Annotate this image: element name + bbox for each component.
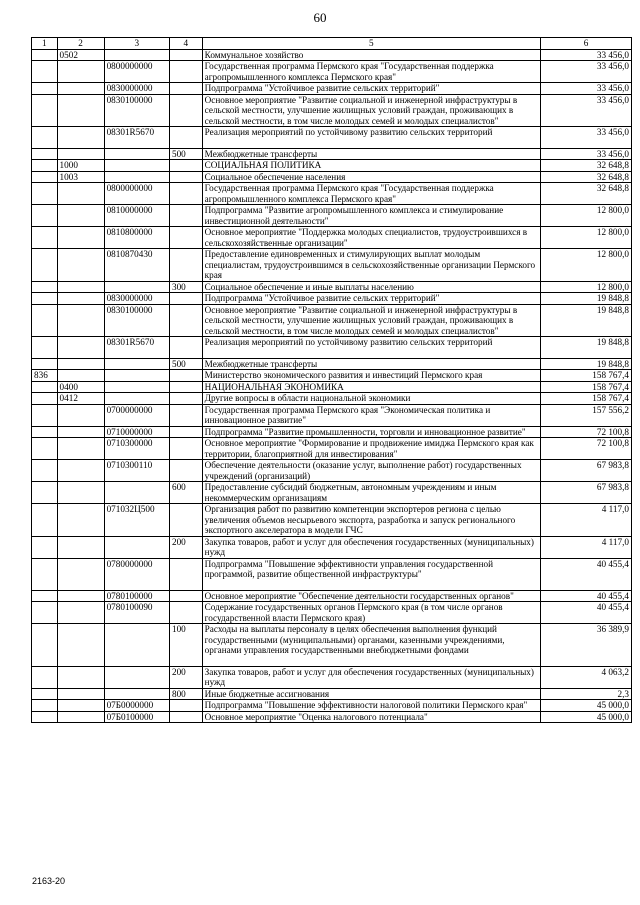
ministry-code-cell [32, 83, 58, 95]
table-row [32, 281, 632, 293]
ministry-code-cell [32, 49, 58, 61]
section-code-cell [57, 293, 104, 305]
target-article-cell: 0710300110 [104, 460, 169, 482]
table-row [32, 227, 632, 249]
amount-cell: 33 456,0 [541, 148, 632, 160]
target-article-cell: 0800000000 [104, 61, 169, 83]
description-cell: Социальное обеспечение населения [202, 171, 540, 183]
table-row [32, 304, 632, 337]
target-article-cell [104, 358, 169, 370]
section-code-cell [57, 666, 104, 688]
ministry-code-cell [32, 127, 58, 149]
amount-cell: 72 100,8 [541, 426, 632, 438]
target-article-cell: 0710300000 [104, 438, 169, 460]
section-code-cell [57, 590, 104, 602]
amount-cell: 4 117,0 [541, 536, 632, 558]
target-article-cell: 0830100000 [104, 304, 169, 337]
target-article-cell [104, 148, 169, 160]
amount-cell: 40 455,4 [541, 602, 632, 624]
section-code-cell [57, 148, 104, 160]
table-row [32, 393, 632, 405]
expense-type-cell [169, 293, 202, 305]
description-cell: Иные бюджетные ассигнования [202, 688, 540, 700]
section-code-cell [57, 482, 104, 504]
section-code-cell [57, 337, 104, 359]
description-cell: Государственная программа Пермского края "Государственная поддержка агропромышленного комплекса Пермского края" [202, 61, 540, 83]
table-row [32, 482, 632, 504]
ministry-code-cell [32, 94, 58, 127]
description-cell: Основное мероприятие "Поддержка молодых специалистов, трудоустроившихся в сельскохозяйственные организации" [202, 227, 540, 249]
ministry-code-cell [32, 171, 58, 183]
page-number: 60 [313, 10, 327, 25]
target-article-cell [104, 281, 169, 293]
target-article-cell [104, 393, 169, 405]
expense-type-cell [169, 304, 202, 337]
target-article-cell: 071032Ц500 [104, 504, 169, 537]
section-code-cell [57, 304, 104, 337]
table-row [32, 127, 632, 149]
expense-type-cell [169, 61, 202, 83]
target-article-cell [104, 49, 169, 61]
expense-type-cell: 200 [169, 536, 202, 558]
expense-type-cell [169, 227, 202, 249]
description-cell: Государственная программа Пермского края "Государственная поддержка агропромышленного комплекса Пермского края" [202, 183, 540, 205]
table-row [32, 171, 632, 183]
ministry-code-cell [32, 358, 58, 370]
description-cell: Предоставление единовременных и стимулирующих выплат молодым специалистам, трудоустроившимся в сельскохозяйственные организации Пермского края [202, 249, 540, 282]
section-code-cell [57, 426, 104, 438]
amount-cell: 36 389,9 [541, 624, 632, 667]
table-row [32, 293, 632, 305]
amount-cell: 33 456,0 [541, 61, 632, 83]
target-article-cell [104, 688, 169, 700]
target-article-cell: 0710000000 [104, 426, 169, 438]
ministry-code-cell [32, 281, 58, 293]
expense-type-cell: 500 [169, 148, 202, 160]
target-article-cell: 07Б0100000 [104, 711, 169, 723]
section-code-cell: 1000 [57, 160, 104, 172]
ministry-code-cell [32, 183, 58, 205]
expense-type-cell [169, 205, 202, 227]
description-cell: Подпрограмма "Повышение эффективности управления государственной программой, развитие общественной инфраструктуры" [202, 558, 540, 590]
header-cell-4: 4 [169, 38, 202, 50]
section-code-cell [57, 536, 104, 558]
table-row [32, 602, 632, 624]
description-cell: Подпрограмма "Повышение эффективности налоговой политики Пермского края" [202, 700, 540, 712]
table-row [32, 205, 632, 227]
expense-type-cell [169, 160, 202, 172]
expense-type-cell: 300 [169, 281, 202, 293]
target-article-cell: 08301R5670 [104, 127, 169, 149]
target-article-cell [104, 381, 169, 393]
footer-code: 2163-20 [32, 876, 66, 886]
ministry-code-cell [32, 337, 58, 359]
description-cell: Социальное обеспечение и иные выплаты населению [202, 281, 540, 293]
table-row [32, 381, 632, 393]
target-article-cell [104, 160, 169, 172]
amount-cell: 4 063,2 [541, 666, 632, 688]
amount-cell: 158 767,4 [541, 393, 632, 405]
table-row [32, 536, 632, 558]
section-code-cell [57, 94, 104, 127]
target-article-cell [104, 370, 169, 382]
target-article-cell: 0810800000 [104, 227, 169, 249]
table-row [32, 438, 632, 460]
description-cell: Основное мероприятие "Формирование и продвижение имиджа Пермского края как территории, благоприятной для инвестирования" [202, 438, 540, 460]
amount-cell: 2,3 [541, 688, 632, 700]
section-code-cell: 1003 [57, 171, 104, 183]
section-code-cell [57, 370, 104, 382]
description-cell: Обеспечение деятельности (оказание услуг, выполнение работ) государственных учреждений (организаций) [202, 460, 540, 482]
ministry-code-cell [32, 438, 58, 460]
amount-cell: 67 983,8 [541, 482, 632, 504]
amount-cell: 33 456,0 [541, 94, 632, 127]
description-cell: Основное мероприятие "Обеспечение деятельности государственных органов" [202, 590, 540, 602]
table-row [32, 624, 632, 667]
table-row [32, 504, 632, 537]
section-code-cell [57, 700, 104, 712]
amount-cell: 12 800,0 [541, 205, 632, 227]
target-article-cell [104, 171, 169, 183]
table-row [32, 183, 632, 205]
target-article-cell [104, 536, 169, 558]
expense-type-cell [169, 393, 202, 405]
ministry-code-cell [32, 460, 58, 482]
table-row [32, 460, 632, 482]
description-cell: Основное мероприятие "Оценка налогового потенциала" [202, 711, 540, 723]
table-row [32, 49, 632, 61]
expense-type-cell [169, 183, 202, 205]
section-code-cell: 0400 [57, 381, 104, 393]
ministry-code-cell [32, 227, 58, 249]
target-article-cell: 0780000000 [104, 558, 169, 590]
table-row [32, 688, 632, 700]
header-cell-3: 3 [104, 38, 169, 50]
expense-type-cell [169, 426, 202, 438]
table-row [32, 337, 632, 359]
amount-cell: 32 648,8 [541, 160, 632, 172]
ministry-code-cell [32, 148, 58, 160]
table-row [32, 94, 632, 127]
description-cell: Другие вопросы в области национальной экономики [202, 393, 540, 405]
description-cell: Реализация мероприятий по устойчивому развитию сельских территорий [202, 127, 540, 149]
header-cell-6: 6 [541, 38, 632, 50]
description-cell: Содержание государственных органов Пермского края (в том числе органов государственной власти Пермского края) [202, 602, 540, 624]
description-cell: Основное мероприятие "Развитие социальной и инженерной инфраструктуры в сельской местности, улучшение жилищных условий граждан, проживающих в сельской местности, в том числе молодых семей и молодых специалистов" [202, 94, 540, 127]
table-row [32, 558, 632, 590]
amount-cell: 19 848,8 [541, 304, 632, 337]
ministry-code-cell [32, 482, 58, 504]
expense-type-cell: 800 [169, 688, 202, 700]
table-row [32, 83, 632, 95]
header-cell-5: 5 [202, 38, 540, 50]
target-article-cell: 0700000000 [104, 404, 169, 426]
expense-type-cell [169, 83, 202, 95]
expense-type-cell [169, 700, 202, 712]
table-row [32, 711, 632, 723]
expense-type-cell [169, 337, 202, 359]
amount-cell: 12 800,0 [541, 227, 632, 249]
table-row [32, 666, 632, 688]
ministry-code-cell [32, 558, 58, 590]
header-cell-2: 2 [57, 38, 104, 50]
section-code-cell [57, 688, 104, 700]
ministry-code-cell [32, 590, 58, 602]
table-row [32, 590, 632, 602]
expense-type-cell [169, 94, 202, 127]
section-code-cell [57, 438, 104, 460]
description-cell: Предоставление субсидий бюджетным, автономным учреждениям и иным некоммерческим организациям [202, 482, 540, 504]
description-cell: Подпрограмма "Устойчивое развитие сельских территорий" [202, 293, 540, 305]
ministry-code-cell [32, 711, 58, 723]
description-cell: Подпрограмма "Развитие промышленности, торговли и инновационное развитие" [202, 426, 540, 438]
target-article-cell [104, 482, 169, 504]
section-code-cell [57, 205, 104, 227]
ministry-code-cell [32, 160, 58, 172]
ministry-code-cell [32, 393, 58, 405]
ministry-code-cell [32, 666, 58, 688]
description-cell: Коммунальное хозяйство [202, 49, 540, 61]
section-code-cell [57, 711, 104, 723]
amount-cell: 40 455,4 [541, 558, 632, 590]
target-article-cell [104, 666, 169, 688]
section-code-cell [57, 183, 104, 205]
section-code-cell [57, 358, 104, 370]
description-cell: НАЦИОНАЛЬНАЯ ЭКОНОМИКА [202, 381, 540, 393]
ministry-code-cell: 836 [32, 370, 58, 382]
table-row [32, 404, 632, 426]
description-cell: Межбюджетные трансферты [202, 358, 540, 370]
target-article-cell [104, 624, 169, 667]
ministry-code-cell [32, 249, 58, 282]
ministry-code-cell [32, 61, 58, 83]
amount-cell: 67 983,8 [541, 460, 632, 482]
amount-cell: 12 800,0 [541, 249, 632, 282]
amount-cell: 19 848,8 [541, 337, 632, 359]
amount-cell: 33 456,0 [541, 83, 632, 95]
section-code-cell [57, 460, 104, 482]
ministry-code-cell [32, 381, 58, 393]
expense-type-cell [169, 404, 202, 426]
expense-type-cell: 100 [169, 624, 202, 667]
expense-type-cell [169, 558, 202, 590]
amount-cell: 33 456,0 [541, 49, 632, 61]
expense-type-cell [169, 711, 202, 723]
section-code-cell [57, 404, 104, 426]
table-row [32, 160, 632, 172]
description-cell: Государственная программа Пермского края "Экономическая политика и инновационное развитие" [202, 404, 540, 426]
amount-cell: 158 767,4 [541, 370, 632, 382]
section-code-cell [57, 281, 104, 293]
section-code-cell [57, 127, 104, 149]
expense-type-cell [169, 460, 202, 482]
section-code-cell [57, 83, 104, 95]
target-article-cell: 0830000000 [104, 293, 169, 305]
amount-cell: 157 556,2 [541, 404, 632, 426]
ministry-code-cell [32, 293, 58, 305]
amount-cell: 4 117,0 [541, 504, 632, 537]
table-body [32, 49, 632, 723]
section-code-cell [57, 602, 104, 624]
ministry-code-cell [32, 624, 58, 667]
ministry-code-cell [32, 602, 58, 624]
ministry-code-cell [32, 536, 58, 558]
ministry-code-cell [32, 426, 58, 438]
table-header-row [32, 38, 632, 50]
expense-type-cell [169, 438, 202, 460]
expense-type-cell [169, 381, 202, 393]
amount-cell: 158 767,4 [541, 381, 632, 393]
section-code-cell: 0412 [57, 393, 104, 405]
table-row [32, 370, 632, 382]
table-row [32, 700, 632, 712]
description-cell: Министерство экономического развития и инвестиций Пермского края [202, 370, 540, 382]
section-code-cell [57, 61, 104, 83]
target-article-cell: 0810000000 [104, 205, 169, 227]
ministry-code-cell [32, 404, 58, 426]
amount-cell: 19 848,8 [541, 293, 632, 305]
table-row [32, 61, 632, 83]
amount-cell: 45 000,0 [541, 700, 632, 712]
expense-type-cell [169, 49, 202, 61]
ministry-code-cell [32, 700, 58, 712]
section-code-cell [57, 504, 104, 537]
target-article-cell: 0780100090 [104, 602, 169, 624]
description-cell: Основное мероприятие "Развитие социальной и инженерной инфраструктуры в сельской местности, улучшение жилищных условий граждан, проживающих в сельской местности, в том числе молодых семей и молодых специалистов" [202, 304, 540, 337]
description-cell: СОЦИАЛЬНАЯ ПОЛИТИКА [202, 160, 540, 172]
description-cell: Подпрограмма "Развитие агропромышленного комплекса и стимулирование инвестиционной деятельности" [202, 205, 540, 227]
target-article-cell: 0830100000 [104, 94, 169, 127]
section-code-cell [57, 249, 104, 282]
target-article-cell: 0780100000 [104, 590, 169, 602]
expense-type-cell [169, 602, 202, 624]
budget-table [31, 37, 632, 723]
table-row [32, 249, 632, 282]
ministry-code-cell [32, 504, 58, 537]
table-row [32, 148, 632, 160]
description-cell: Подпрограмма "Устойчивое развитие сельских территорий" [202, 83, 540, 95]
expense-type-cell [169, 127, 202, 149]
description-cell: Межбюджетные трансферты [202, 148, 540, 160]
amount-cell: 72 100,8 [541, 438, 632, 460]
description-cell: Закупка товаров, работ и услуг для обеспечения государственных (муниципальных) нужд [202, 536, 540, 558]
expense-type-cell: 500 [169, 358, 202, 370]
amount-cell: 12 800,0 [541, 281, 632, 293]
target-article-cell: 0800000000 [104, 183, 169, 205]
description-cell: Закупка товаров, работ и услуг для обеспечения государственных (муниципальных) нужд [202, 666, 540, 688]
expense-type-cell [169, 370, 202, 382]
amount-cell: 33 456,0 [541, 127, 632, 149]
description-cell: Расходы на выплаты персоналу в целях обеспечения выполнения функций государственными (муниципальными) органами, казенными учреждениями, органами управления государственными внебюджетными фондами [202, 624, 540, 667]
target-article-cell: 08301R5670 [104, 337, 169, 359]
expense-type-cell: 200 [169, 666, 202, 688]
ministry-code-cell [32, 304, 58, 337]
description-cell: Организация работ по развитию компетенции экспортеров региона с целью увеличения объемов несырьевого экспорта, разработка и запуск регионального экспортного акселератора в модели ГЧС [202, 504, 540, 537]
ministry-code-cell [32, 205, 58, 227]
table-row [32, 358, 632, 370]
amount-cell: 19 848,8 [541, 358, 632, 370]
expense-type-cell: 600 [169, 482, 202, 504]
section-code-cell [57, 624, 104, 667]
amount-cell: 32 648,8 [541, 183, 632, 205]
description-cell: Реализация мероприятий по устойчивому развитию сельских территорий [202, 337, 540, 359]
amount-cell: 40 455,4 [541, 590, 632, 602]
section-code-cell: 0502 [57, 49, 104, 61]
ministry-code-cell [32, 688, 58, 700]
table-row [32, 426, 632, 438]
target-article-cell: 07Б0000000 [104, 700, 169, 712]
expense-type-cell [169, 171, 202, 183]
section-code-cell [57, 227, 104, 249]
amount-cell: 32 648,8 [541, 171, 632, 183]
amount-cell: 45 000,0 [541, 711, 632, 723]
section-code-cell [57, 558, 104, 590]
expense-type-cell [169, 249, 202, 282]
expense-type-cell [169, 504, 202, 537]
target-article-cell: 0810870430 [104, 249, 169, 282]
expense-type-cell [169, 590, 202, 602]
target-article-cell: 0830000000 [104, 83, 169, 95]
header-cell-1: 1 [32, 38, 58, 50]
